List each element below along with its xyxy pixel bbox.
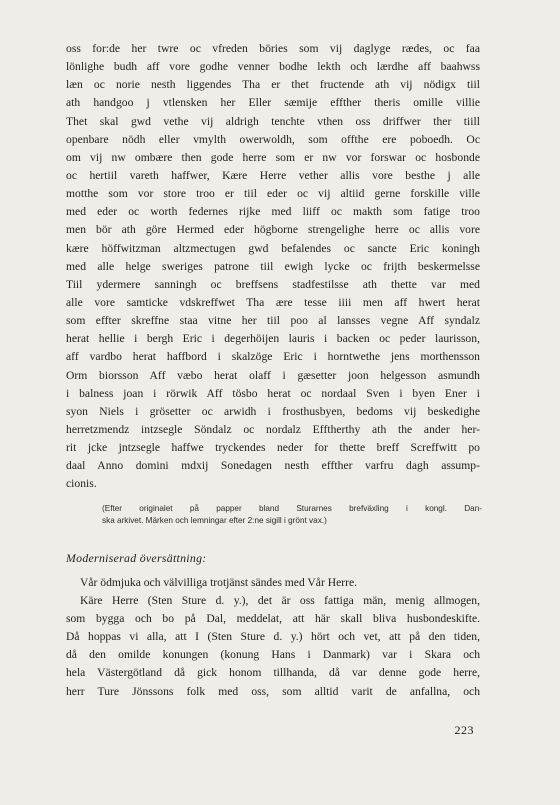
text-line: motthe som vor store troo er tiil eder oc vij altiid gerne forskille ville: [66, 187, 480, 201]
text-line: Då hoppas vi alla, att I (Sten Sture d. y.) hört och vet, att på den tiden,: [66, 630, 480, 644]
text-line: Käre Herre (Sten Sture d. y.), det är oss fattiga män, menig allmogen,: [80, 594, 480, 608]
text-line: openbare nödh eller vmylth owerwoldh, som offthe ere poboedh. Oc: [66, 132, 480, 146]
text-line: oc hertiil vareth haffwer, Kære Herre vether allis vore besthe j alle: [66, 168, 480, 182]
original-letter-text: [66, 40, 480, 494]
text-line: herat hellie i bergh Eric i degerhöijen lauris i backen oc peder laurisson,: [66, 332, 480, 346]
text-line: med eder oc worth federnes rijke med liiff oc makth som fatige troo: [66, 205, 480, 219]
text-line: Thet skal gwd vethe vij aldrigh tenchte vthen oss driffwer ther tiill: [66, 114, 480, 128]
text-line: i balness joan i rörwik Aff tösbo herat oc nordaal Sven i byen Ener i: [66, 386, 480, 400]
text-line: herr Ture Jönssons folk med oss, som alltid varit de anfallna, och: [66, 684, 480, 698]
text-line: om vij nw ombære then gode herre som er nw vor forswar oc hosbonde: [66, 150, 480, 164]
text-line: Tiil ydermere sanningh oc breffsens stadfestilsse ath thette var med: [66, 277, 480, 291]
text-line: syon Niels i grösetter oc arwidh i frosthusbyen, bedoms vij beskedighe: [66, 404, 480, 418]
modern-translation-heading: Moderniserad översättning:: [66, 551, 207, 565]
page-number: 223: [454, 723, 474, 737]
modern-translation-text: [66, 574, 480, 701]
text-line: Vår ödmjuka och välvilliga trotjänst sändes med Vår Herre.: [80, 576, 357, 589]
text-line: aff vardbo herat haffbord i skalzöge Eric i horntwethe jens morthensson: [66, 350, 480, 364]
note-line: (Efter originalet på papper bland Sturarnes brefväxling i kongl. Dan-: [102, 504, 482, 513]
source-note: [102, 503, 482, 527]
text-line: alle vore samticke vdskreffwet Tha ære tesse iiii men aff hwert herat: [66, 295, 480, 309]
text-line: herretzmendz intzsegle Söndalz oc nordalz Efftherthy ath the ander her-: [66, 422, 480, 436]
text-line: då den omilde konungen (konung Hans i Danmark) var i Skara och: [66, 648, 480, 662]
text-line: Orm biorsson Aff væbo herat olaff i gæsetter joon helgesson asmundh: [66, 368, 480, 382]
text-line: oss for:de her twre oc vfreden böries som vij daglyge rædes, oc faa: [66, 42, 480, 55]
text-line: som bygga och bo på Dal, meddelat, att här skall bliva husbondeskifte.: [66, 612, 480, 626]
text-line: cionis.: [66, 477, 97, 491]
text-line: ath handgoo j vtlensken her Eller sæmije effther theris omille villie: [66, 96, 480, 110]
text-line: rit jcke jntzsegle haffwe tryckendes neder for thette breff Screffwitt po: [66, 441, 480, 455]
text-line: men bör ath göre Hermed eder högborne strengelighe herre oc allis vore: [66, 223, 480, 237]
text-line: som effter skreffne staa vitne her tiil poo al lansses vegne Aff syndalz: [66, 314, 480, 328]
text-line: med alle helge sweriges patrone tiil ewigh lycke oc frijth beskermelsse: [66, 259, 480, 273]
text-line: daal Anno domini mdxij Sonedagen nesth effther varfru dagh assump-: [66, 459, 480, 473]
text-line: lönlighe budh aff vore godhe venner bodhe lekth och lærdhe aff baahwss: [66, 60, 480, 74]
note-line: ska arkivet. Märken och lemningar efter 2:ne sigill i grönt vax.): [102, 516, 327, 526]
text-line: læn oc norie nesth liggendes Tha er thet fructende ath vij nödigx tiil: [66, 78, 480, 92]
text-line: kære höffwitzman altzmectugen gwd befalendes oc sancte Eric koningh: [66, 241, 480, 255]
text-line: hela Västergötland då gick honom tillhanda, då var denne gode herre,: [66, 666, 480, 680]
